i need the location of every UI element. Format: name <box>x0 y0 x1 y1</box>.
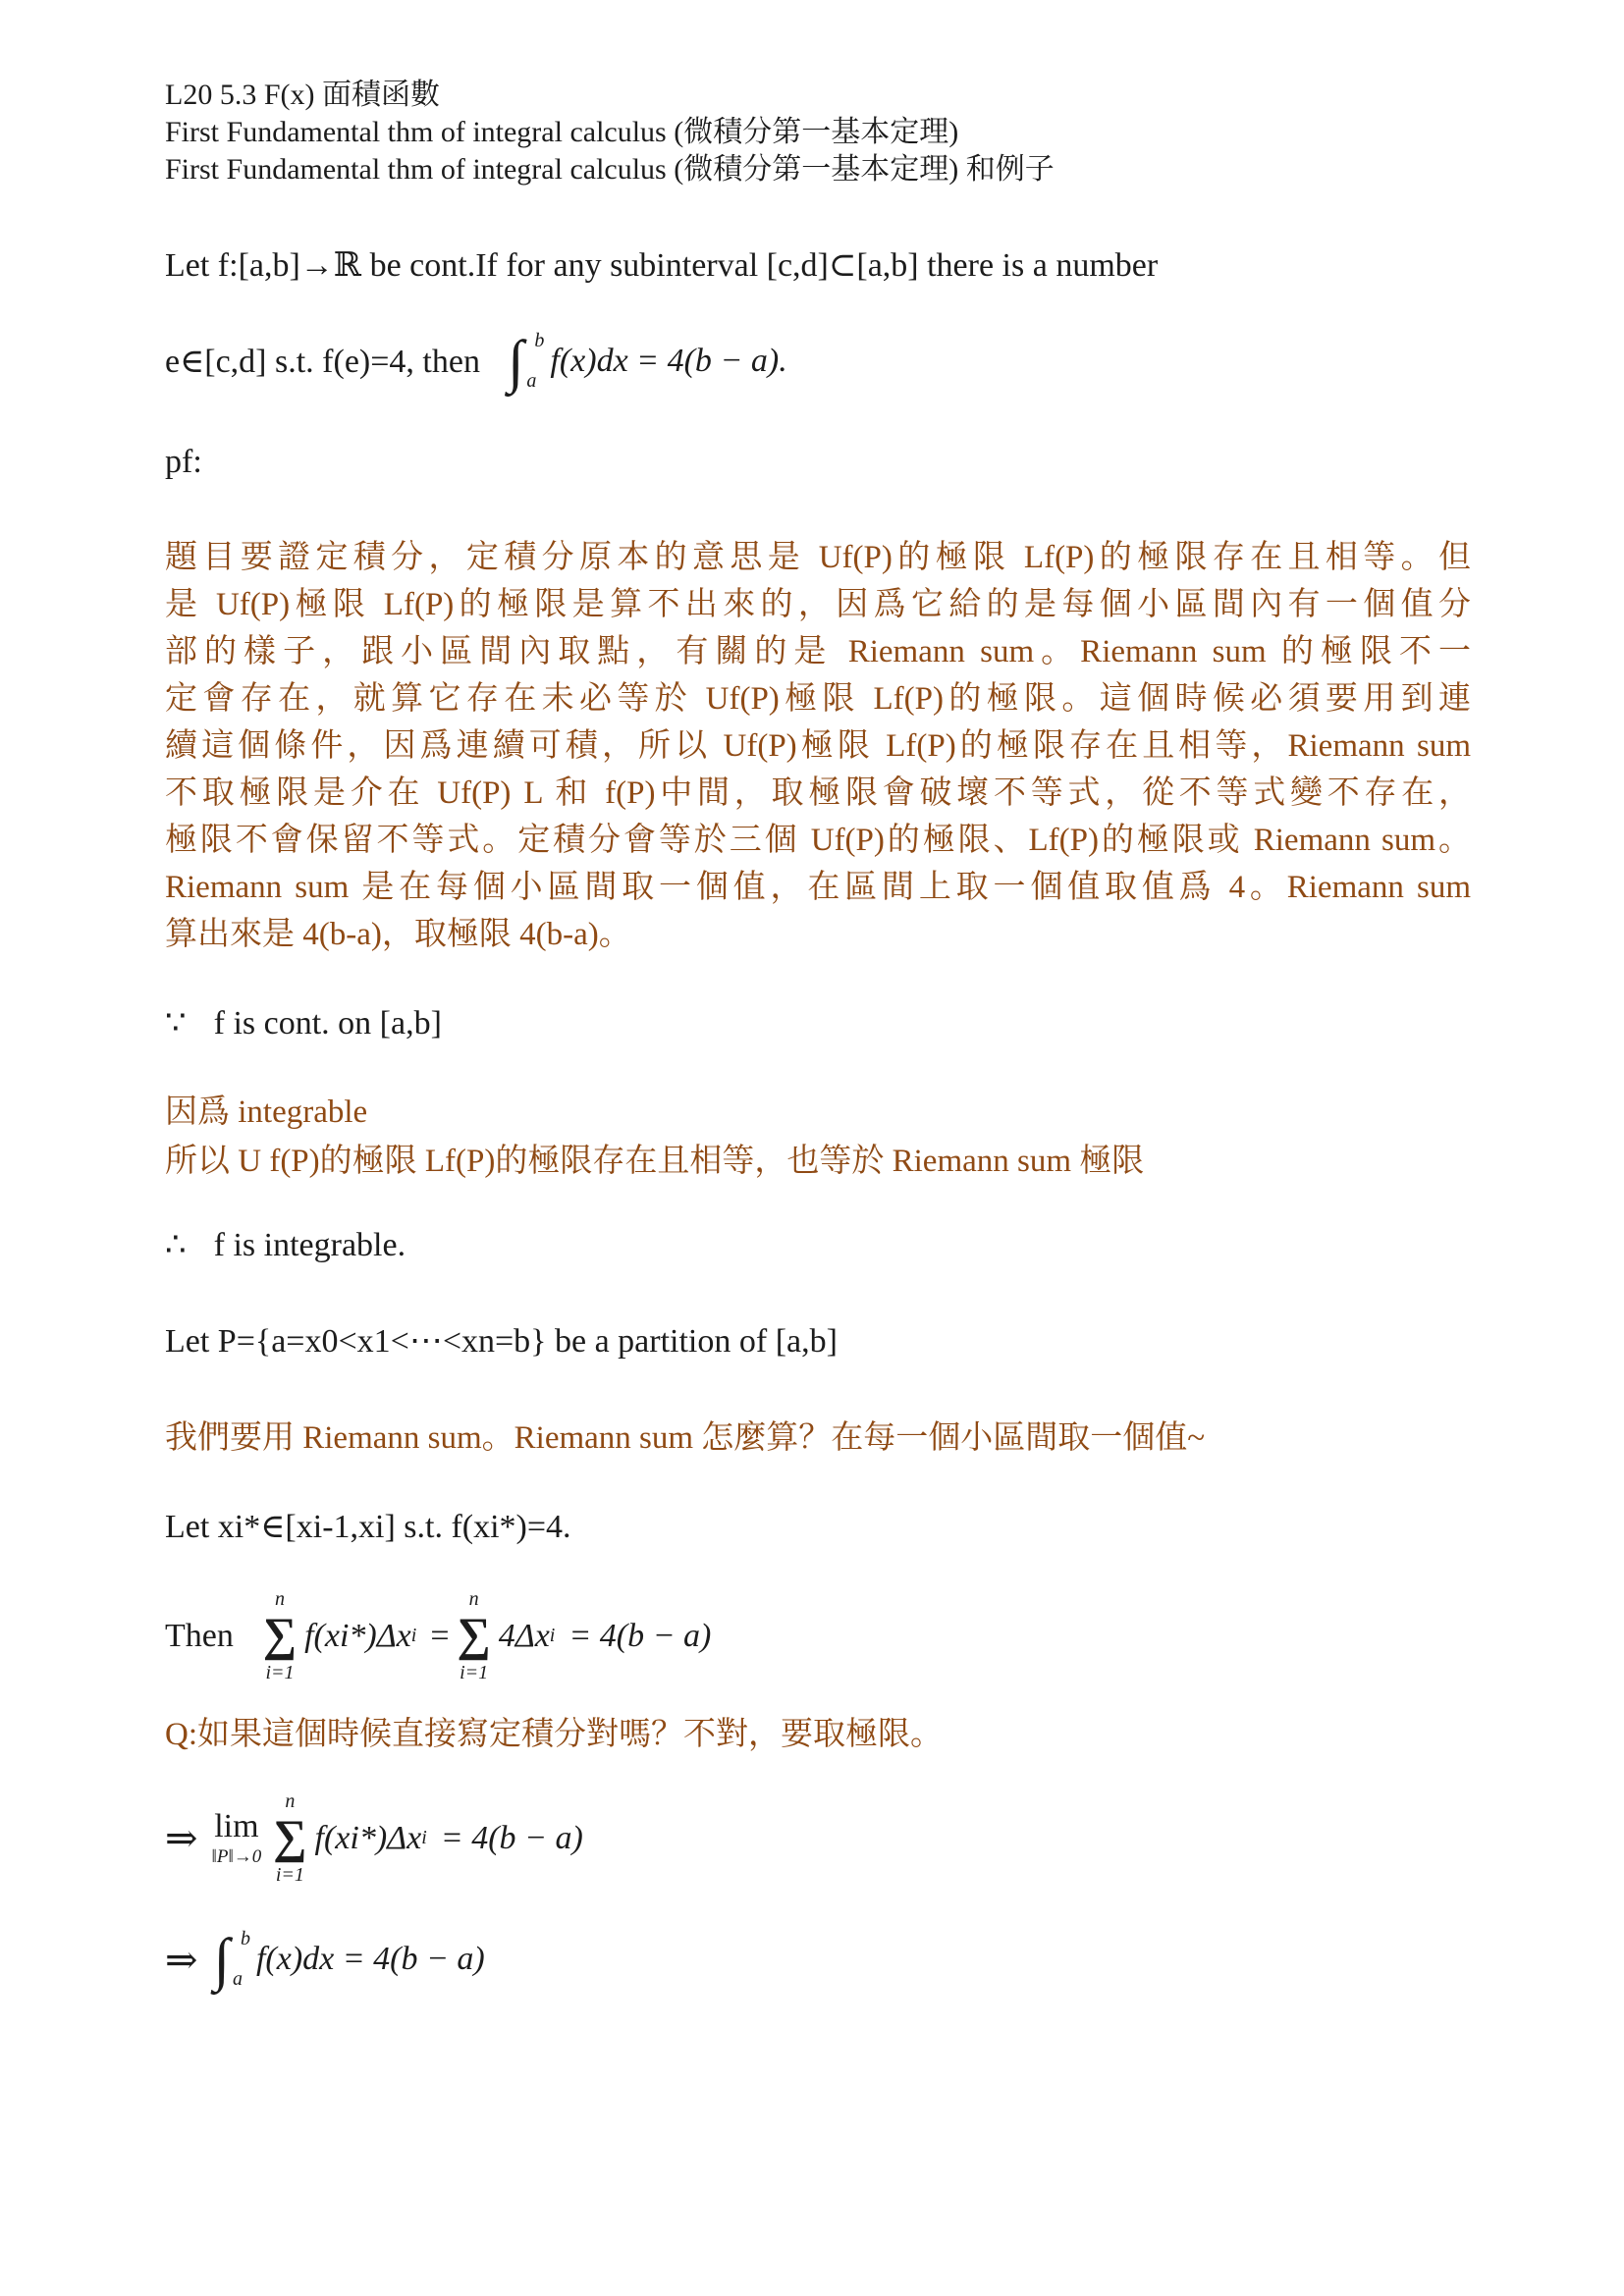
proof-paragraph <box>165 534 1471 958</box>
final-integral-formula <box>165 1928 1477 1991</box>
implies-icon: ⇒ <box>165 1816 198 1860</box>
theorem-statement-line1: Let f:[a,b]→ℝ be cont.If for any subinterval [c,d]⊂[a,b] there is a number <box>165 247 1159 284</box>
theorem-line2-prefix: e∈[c,d] s.t. f(e)=4, then <box>165 344 480 380</box>
proof-label: pf: <box>165 444 202 480</box>
because-integrable-line: 因爲 integrable <box>165 1095 368 1130</box>
continuity-text: f is cont. on [a,b] <box>213 1005 442 1041</box>
because-symbol: ∵ <box>165 1005 187 1041</box>
integral-limits <box>233 1928 250 1991</box>
sum-lower-limit: i=1 <box>275 1864 304 1886</box>
integrable-text: f is integrable. <box>213 1227 406 1263</box>
term-subscript: i <box>410 1625 417 1646</box>
proof-line: 定會存在，就算它存在未必等於 Uf(P)極限 Lf(P)的極限。這個時候必須要用到連 <box>165 681 1471 717</box>
integral-lower-limit: a <box>232 1968 243 1990</box>
proof-line: 是 Uf(P)極限 Lf(P)的極限是算不出來的，因爲它給的是每個小區間內有一個值分 <box>165 587 1471 622</box>
term-subscript: i <box>421 1827 427 1848</box>
proof-line: 續這個條件，因爲連續可積，所以 Uf(P)極限 Lf(P)的極限存在且相等，Riemann sum <box>165 728 1471 764</box>
proof-line: 題目要證定積分，定積分原本的意思是 Uf(P)的極限 Lf(P)的極限存在且相等。但 <box>165 540 1471 575</box>
partition-statement: Let P={a=x0<x1<⋯<xn=b} be a partition of [a,b] <box>165 1323 838 1360</box>
header-line-3: First Fundamental thm of integral calculus (微積分第一基本定理) 和例子 <box>165 153 1055 186</box>
theorem-statement-line2 <box>165 330 1477 393</box>
sum-lower-limit: i=1 <box>460 1662 489 1683</box>
integrable-explanation <box>165 1088 1477 1186</box>
proof-line: 部的樣子，跟小區間內取點，有關的是 Riemann sum。Riemann sum 的極限不一 <box>165 634 1471 669</box>
proof-line: 算出來是 4(b-a)，取極限 4(b-a)。 <box>165 917 631 952</box>
integral-body: f(x)dx = 4(b − a) <box>255 1941 485 1977</box>
result-expression: = 4(b − a) <box>440 1819 583 1856</box>
integral-limits <box>526 330 544 393</box>
implies-icon: ⇒ <box>165 1937 198 1982</box>
integral-upper-limit: b <box>240 1928 250 1949</box>
sum-term: f(xi*)Δx <box>314 1819 422 1856</box>
integral-upper-limit: b <box>534 330 545 351</box>
header-block <box>165 77 1477 188</box>
sum-upper-limit: n <box>468 1588 479 1610</box>
so-line: 所以 U f(P)的極限 Lf(P)的極限存在且相等，也等於 Riemann sum 極限 <box>165 1144 1145 1179</box>
limit-formula <box>165 1791 1477 1885</box>
sum-term: f(xi*)Δx <box>304 1617 411 1654</box>
question-note: Q:如果這個時候直接寫定積分對嗎？不對，要取極限。 <box>165 1717 943 1752</box>
proof-line: Riemann sum 是在每個小區間取一個值，在區間上取一個值取值爲 4。Riemann sum <box>165 870 1471 905</box>
integral-body: f(x)dx = 4(b − a). <box>550 343 787 379</box>
term-subscript: i <box>549 1625 556 1646</box>
sum-icon: ∑ <box>262 1609 298 1661</box>
continuity-statement <box>165 1003 1477 1042</box>
lim-subscript: ‖P‖→0 <box>211 1846 262 1867</box>
result-expression: = 4(b − a) <box>568 1617 712 1654</box>
header-line-1: L20 5.3 F(x) 面積函數 <box>165 79 440 111</box>
sum-icon: ∑ <box>273 1811 307 1863</box>
sum-lower-limit: i=1 <box>265 1662 295 1683</box>
proof-line: 不取極限是介在 Uf(P) L 和 f(P)中間，取極限會破壞不等式，從不等式變不存在， <box>165 775 1471 811</box>
sum-operator <box>458 1589 491 1682</box>
integral-expression <box>214 1928 250 1991</box>
sum-term: 4Δx <box>498 1617 550 1654</box>
sum-icon: ∑ <box>457 1609 491 1661</box>
integral-icon: ∫ <box>213 1927 230 1992</box>
riemann-note: 我們要用 Riemann sum。Riemann sum 怎麼算？在每一個小區間取一個值~ <box>165 1420 1206 1456</box>
limit-operator <box>212 1810 262 1866</box>
xi-statement: Let xi*∈[xi-1,xi] s.t. f(xi*)=4. <box>165 1509 571 1545</box>
then-label: Then <box>165 1617 234 1654</box>
sum-operator <box>263 1589 297 1682</box>
sum-operator <box>273 1791 306 1885</box>
integral-icon: ∫ <box>507 329 524 394</box>
integral-expression <box>508 330 544 393</box>
therefore-symbol: ∴ <box>165 1227 187 1263</box>
sum-upper-limit: n <box>274 1588 285 1610</box>
lim-label: lim <box>214 1808 259 1844</box>
integrable-statement <box>165 1225 1477 1264</box>
sum-upper-limit: n <box>285 1790 296 1812</box>
equals-sign: = <box>430 1617 450 1654</box>
integral-lower-limit: a <box>526 370 537 392</box>
header-line-2: First Fundamental thm of integral calculus (微積分第一基本定理) <box>165 116 959 148</box>
riemann-sum-formula <box>165 1589 1477 1682</box>
proof-line: 極限不會保留不等式。定積分會等於三個 Uf(P)的極限、Lf(P)的極限或 Riemann sum。 <box>165 823 1471 858</box>
